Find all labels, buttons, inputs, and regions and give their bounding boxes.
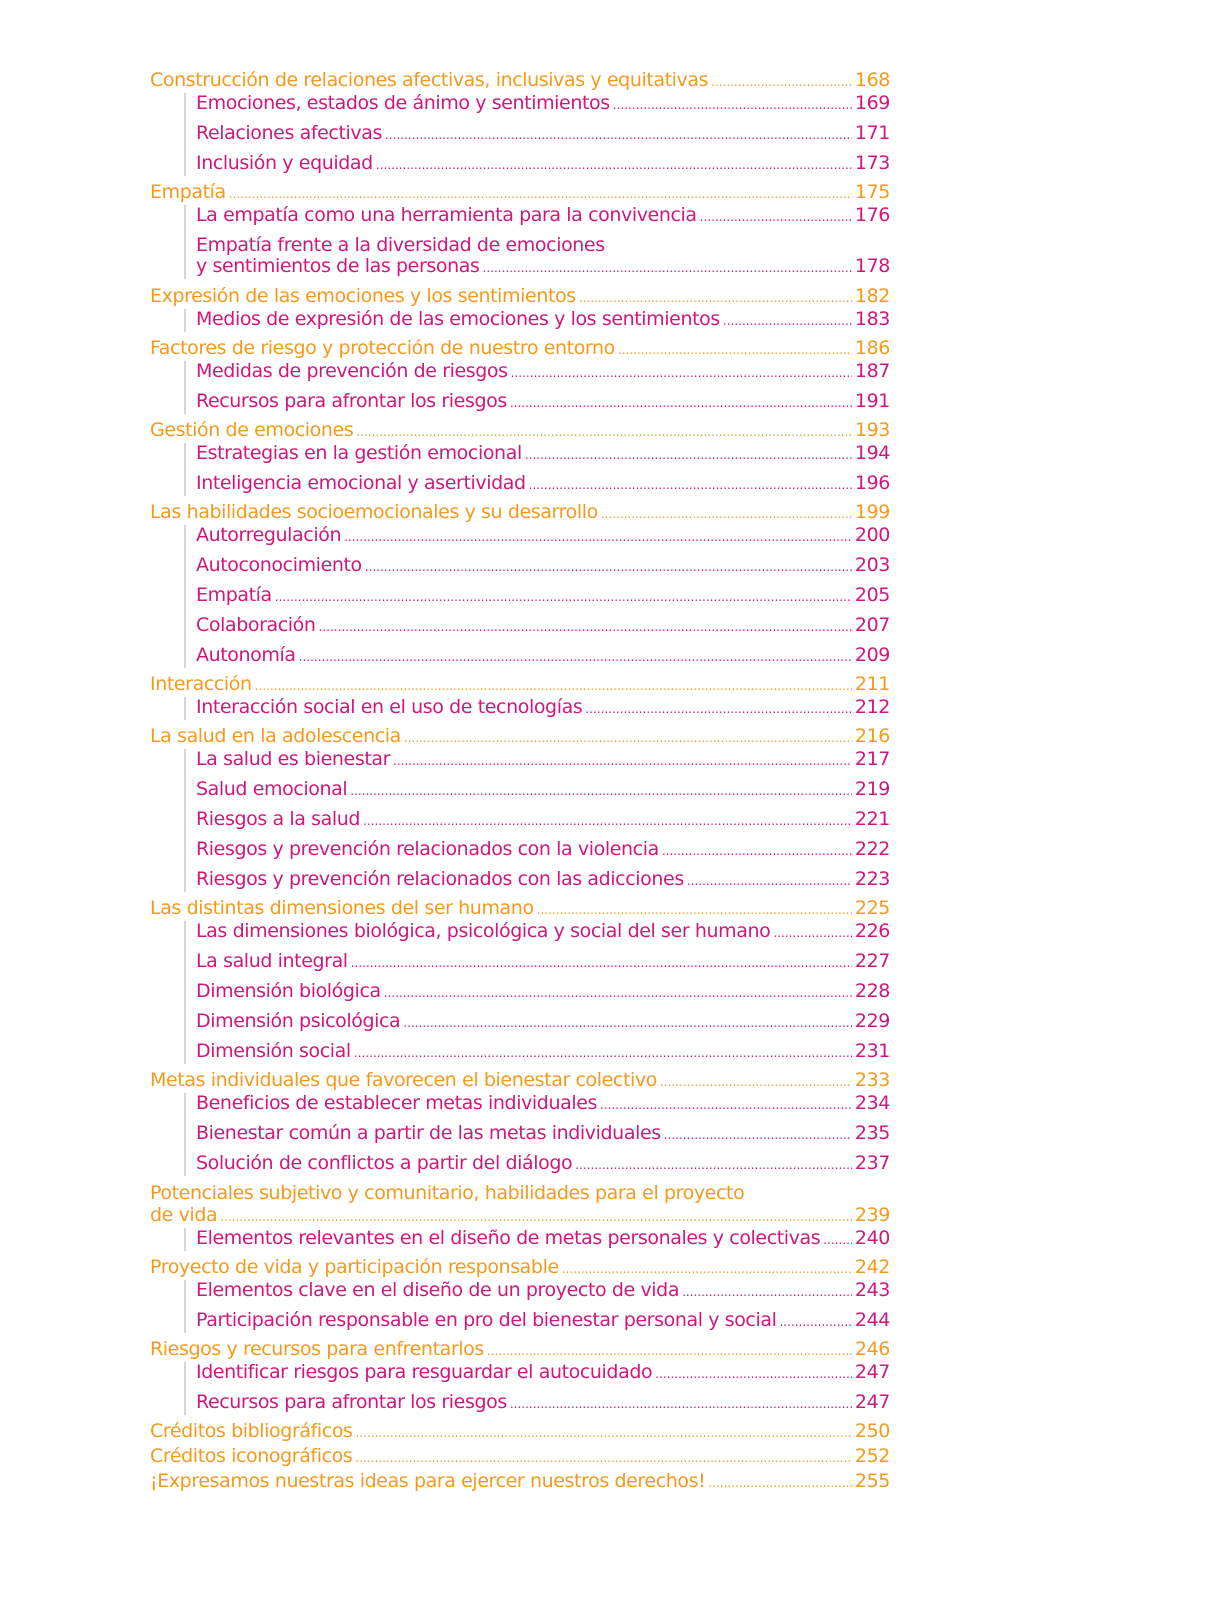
toc-section-entry[interactable] <box>150 420 890 443</box>
toc-subsection-title: Bienestar común a partir de las metas individuales <box>196 1122 661 1144</box>
toc-subsection-multiline <box>196 235 890 279</box>
toc-subsection-entry[interactable] <box>196 309 890 332</box>
toc-subsection-list <box>184 443 890 496</box>
toc-subsection-title: La salud integral <box>196 950 348 972</box>
toc-subsection-entry[interactable] <box>196 1228 890 1251</box>
dot-leader <box>229 184 852 205</box>
toc-section-title: Empatía <box>150 181 226 203</box>
toc-subsection-entry[interactable] <box>196 1041 890 1064</box>
toc-page-number: 228 <box>854 980 890 1002</box>
toc-subsection-title: Recursos para afrontar los riesgos <box>196 1391 507 1413</box>
toc-page-number: 234 <box>854 1092 890 1114</box>
toc-subsection-entry[interactable] <box>196 869 890 892</box>
toc-section-title: Las distintas dimensiones del ser humano <box>150 897 534 919</box>
toc-subsection-entry[interactable] <box>196 123 890 146</box>
toc-subsection-entry[interactable] <box>196 153 890 176</box>
toc-section <box>150 182 890 279</box>
toc-section-title: ¡Expresamos nuestras ideas para ejercer nuestros derechos! <box>150 1470 706 1492</box>
dot-leader <box>585 699 852 720</box>
toc-subsection-entry[interactable] <box>196 1011 890 1034</box>
toc-subsection-entry[interactable] <box>196 1310 890 1333</box>
toc-page-number: 244 <box>854 1309 890 1331</box>
toc-section-entry[interactable] <box>150 1421 890 1444</box>
toc-section <box>150 726 890 892</box>
dot-leader <box>562 1259 852 1280</box>
toc-subsection-title: Emociones, estados de ánimo y sentimientos <box>196 92 610 114</box>
toc-subsection-title: Autoconocimiento <box>196 554 362 576</box>
toc-subsection-title: Salud emocional <box>196 778 348 800</box>
toc-page-number: 169 <box>854 92 890 114</box>
toc-section <box>150 420 890 496</box>
toc-section-entry[interactable] <box>150 182 890 205</box>
toc-section <box>150 1257 890 1333</box>
toc-subsection-entry[interactable] <box>196 585 890 608</box>
toc-page-number: 227 <box>854 950 890 972</box>
dot-leader <box>365 557 852 578</box>
dot-leader <box>664 1125 852 1146</box>
dot-leader <box>687 871 852 892</box>
toc-page-number: 171 <box>854 122 890 144</box>
toc-subsection-title: Riesgos a la salud <box>196 808 361 830</box>
dot-leader <box>363 811 852 832</box>
toc-section-title: de vida <box>150 1204 218 1226</box>
toc-page-number: 209 <box>854 644 890 666</box>
toc-subsection-list <box>184 749 890 892</box>
toc-section <box>150 1339 890 1415</box>
dot-leader <box>354 1043 852 1064</box>
toc-subsection-entry[interactable] <box>196 981 890 1004</box>
dot-leader <box>344 527 852 548</box>
toc-subsection-entry[interactable] <box>196 697 890 720</box>
toc-subsection-list <box>184 1280 890 1333</box>
toc-page-number: 223 <box>854 868 890 890</box>
toc-subsection-title: Inclusión y equidad <box>196 152 373 174</box>
dot-leader <box>682 1282 852 1303</box>
toc-page-number: 243 <box>854 1279 890 1301</box>
toc-page-number: 211 <box>854 673 890 695</box>
toc-page-number: 176 <box>854 204 890 226</box>
toc-section-title: Interacción <box>150 673 252 695</box>
toc-subsection-entry[interactable] <box>196 645 890 668</box>
toc-subsection-title: Empatía <box>196 584 272 606</box>
toc-page-number: 191 <box>854 390 890 412</box>
toc-page-number: 250 <box>854 1420 890 1442</box>
toc-page-number: 233 <box>854 1069 890 1091</box>
toc-section <box>150 1182 890 1251</box>
toc-subsection-title: Participación responsable en pro del bienestar personal y social <box>196 1309 777 1331</box>
dot-leader <box>384 983 852 1004</box>
toc-subsection-title: Riesgos y prevención relacionados con la violencia <box>196 838 659 860</box>
toc-section <box>150 502 890 668</box>
toc-section-title: Factores de riesgo y protección de nuestro entorno <box>150 337 615 359</box>
toc-subsection-title: La salud es bienestar <box>196 748 391 770</box>
toc-section <box>150 674 890 720</box>
toc-subsection-title: Elementos relevantes en el diseño de metas personales y colectivas <box>196 1227 821 1249</box>
toc-subsection-entry[interactable] <box>196 443 890 466</box>
toc-section-entry[interactable] <box>150 502 890 525</box>
toc-section-title: Las habilidades socioemocionales y su desarrollo <box>150 501 598 523</box>
toc-page-number: 182 <box>854 285 890 307</box>
toc-subsection-title: Riesgos y prevención relacionados con las adicciones <box>196 868 684 890</box>
dot-leader <box>356 422 852 443</box>
toc-subsection-list <box>184 1093 890 1176</box>
dot-leader <box>618 340 852 361</box>
dot-leader <box>351 953 852 974</box>
toc-subsection-list <box>184 93 890 176</box>
dot-leader <box>537 900 852 921</box>
toc-subsection-title: Dimensión biológica <box>196 980 381 1002</box>
toc-subsection-entry[interactable] <box>196 361 890 384</box>
dot-leader <box>510 393 852 414</box>
toc-subsection-title: Las dimensiones biológica, psicológica y social del ser humano <box>196 920 771 942</box>
dot-leader <box>529 475 852 496</box>
toc-section-title: Créditos bibliográficos <box>150 1420 353 1442</box>
dot-leader <box>319 617 852 638</box>
toc-page-number: 247 <box>854 1391 890 1413</box>
toc-page-number: 237 <box>854 1152 890 1174</box>
toc-page-number: 193 <box>854 419 890 441</box>
dot-leader <box>723 311 852 332</box>
toc-page-number: 222 <box>854 838 890 860</box>
toc-page-number: 196 <box>854 472 890 494</box>
toc-subsection-title: Estrategias en la gestión emocional <box>196 442 522 464</box>
dot-leader <box>350 781 852 802</box>
toc-subsection-entry[interactable] <box>196 749 890 772</box>
toc-subsection-title: La empatía como una herramienta para la convivencia <box>196 204 697 226</box>
toc-subsection-title: Elementos clave en el diseño de un proyecto de vida <box>196 1279 680 1301</box>
toc-subsection-entry[interactable] <box>196 205 890 228</box>
dot-leader <box>487 1341 852 1362</box>
toc-subsection-entry[interactable] <box>196 93 890 116</box>
dot-leader <box>779 1312 851 1333</box>
toc-section-title: Metas individuales que favorecen el bienestar colectivo <box>150 1069 657 1091</box>
toc-subsection-title: Autonomía <box>196 644 296 666</box>
toc-section-title: Proyecto de vida y participación responsable <box>150 1256 559 1278</box>
toc-page-number: 187 <box>854 360 890 382</box>
dot-leader <box>700 207 852 228</box>
toc-subsection-title: Colaboración <box>196 614 316 636</box>
toc-page-number: 240 <box>854 1227 890 1249</box>
toc-section-entry[interactable] <box>150 1339 890 1362</box>
dot-leader <box>660 1072 852 1093</box>
toc-subsection-list <box>184 205 890 279</box>
toc-subsection-entry[interactable] <box>196 839 890 862</box>
toc-subsection-entry[interactable] <box>196 779 890 802</box>
toc-page-number: 246 <box>854 1338 890 1360</box>
toc-page-number: 205 <box>854 584 890 606</box>
dot-leader <box>601 504 852 525</box>
toc-subsection-entry[interactable] <box>196 256 890 279</box>
dot-leader <box>711 72 852 93</box>
toc-page-number: 199 <box>854 501 890 523</box>
toc-page-number: 178 <box>854 255 890 277</box>
toc-section-entry[interactable] <box>150 1471 890 1494</box>
toc-subsection-list <box>184 1362 890 1415</box>
toc-subsection-title: Relaciones afectivas <box>196 122 382 144</box>
toc-page-number: 225 <box>854 897 890 919</box>
toc-subsection-title: Identificar riesgos para resguardar el autocuidado <box>196 1361 653 1383</box>
table-of-contents <box>150 70 890 1496</box>
dot-leader <box>393 751 852 772</box>
toc-subsection-title: Dimensión psicológica <box>196 1010 401 1032</box>
toc-section-entry[interactable] <box>150 1257 890 1280</box>
toc-section <box>150 70 890 176</box>
toc-subsection-title: Autorregulación <box>196 524 342 546</box>
toc-subsection-title: Recursos para afrontar los riesgos <box>196 390 507 412</box>
toc-section-entry[interactable] <box>150 898 890 921</box>
toc-section-entry[interactable] <box>150 1070 890 1093</box>
toc-section-title: Gestión de emociones <box>150 419 354 441</box>
toc-subsection-title: Interacción social en el uso de tecnologías <box>196 696 583 718</box>
toc-subsection-entry[interactable] <box>196 1153 890 1176</box>
dot-leader <box>655 1364 852 1385</box>
toc-subsection-entry[interactable] <box>196 1362 890 1385</box>
toc-page-number: 183 <box>854 308 890 330</box>
toc-subsection-entry[interactable] <box>196 809 890 832</box>
dot-leader <box>575 1155 852 1176</box>
dot-leader <box>376 155 852 176</box>
toc-subsection-list <box>184 525 890 668</box>
dot-leader <box>385 125 852 146</box>
toc-section-title-line: Potenciales subjetivo y comunitario, habilidades para el proyecto <box>150 1182 745 1204</box>
toc-section-entry[interactable] <box>150 1205 890 1228</box>
toc-subsection-list <box>184 921 890 1064</box>
dot-leader <box>708 1473 852 1494</box>
toc-section <box>150 286 890 332</box>
toc-page-number: 235 <box>854 1122 890 1144</box>
dot-leader <box>275 587 852 608</box>
dot-leader <box>511 363 852 384</box>
toc-subsection-entry[interactable] <box>196 555 890 578</box>
toc-section-entry[interactable] <box>150 674 890 697</box>
toc-page-number: 186 <box>854 337 890 359</box>
toc-page-number: 239 <box>854 1204 890 1226</box>
dot-leader <box>823 1230 852 1251</box>
toc-page-number: 200 <box>854 524 890 546</box>
toc-page-number: 175 <box>854 181 890 203</box>
toc-subsection-entry[interactable] <box>196 1123 890 1146</box>
dot-leader <box>483 258 852 279</box>
toc-subsection-list <box>184 361 890 414</box>
toc-section-title: Riesgos y recursos para enfrentarlos <box>150 1338 484 1360</box>
toc-subsection-entry[interactable] <box>196 391 890 414</box>
toc-subsection-entry[interactable] <box>196 525 890 548</box>
toc-section-entry[interactable] <box>150 338 890 361</box>
toc-subsection-entry[interactable] <box>196 615 890 638</box>
dot-leader <box>220 1207 852 1228</box>
toc-page-number: 231 <box>854 1040 890 1062</box>
toc-section <box>150 1070 890 1176</box>
toc-page-number: 194 <box>854 442 890 464</box>
dot-leader <box>773 923 852 944</box>
toc-subsection-title: Inteligencia emocional y asertividad <box>196 472 526 494</box>
toc-page-number: 252 <box>854 1445 890 1467</box>
toc-page-number: 255 <box>854 1470 890 1492</box>
toc-page-number: 216 <box>854 725 890 747</box>
toc-final-entries <box>150 1421 890 1494</box>
toc-subsection-list <box>184 1228 890 1251</box>
toc-page-number: 219 <box>854 778 890 800</box>
dot-leader <box>510 1394 852 1415</box>
toc-page-number: 247 <box>854 1361 890 1383</box>
toc-subsection-title: Dimensión social <box>196 1040 351 1062</box>
toc-page-number: 207 <box>854 614 890 636</box>
toc-subsection-title: Beneficios de establecer metas individuales <box>196 1092 598 1114</box>
toc-subsection-entry[interactable] <box>196 1392 890 1415</box>
toc-section-entry[interactable] <box>150 286 890 309</box>
dot-leader <box>403 1013 852 1034</box>
toc-subsection-entry[interactable] <box>196 1093 890 1116</box>
toc-subsection-list <box>184 309 890 332</box>
dot-leader <box>404 728 852 749</box>
toc-page-number: 203 <box>854 554 890 576</box>
toc-subsection-entry[interactable] <box>196 473 890 496</box>
toc-subsection-title-line: Empatía frente a la diversidad de emociones <box>196 234 605 256</box>
toc-subsection-title: Medios de expresión de las emociones y los sentimientos <box>196 308 720 330</box>
toc-subsection-entry[interactable] <box>196 951 890 974</box>
toc-subsection-title: y sentimientos de las personas <box>196 255 480 277</box>
dot-leader <box>662 841 852 862</box>
dot-leader <box>299 647 852 668</box>
toc-page-number: 168 <box>854 69 890 91</box>
dot-leader <box>579 288 852 309</box>
toc-section-entry[interactable] <box>150 726 890 749</box>
toc-page-number: 173 <box>854 152 890 174</box>
toc-section <box>150 898 890 1064</box>
toc-page-number: 229 <box>854 1010 890 1032</box>
toc-page-number: 221 <box>854 808 890 830</box>
dot-leader <box>600 1095 852 1116</box>
toc-section-title: Créditos iconográficos <box>150 1445 353 1467</box>
toc-subsection-title: Solución de conflictos a partir del diálogo <box>196 1152 573 1174</box>
toc-section-title: Expresión de las emociones y los sentimientos <box>150 285 576 307</box>
toc-section-title: Construcción de relaciones afectivas, inclusivas y equitativas <box>150 69 709 91</box>
toc-subsection-entry[interactable] <box>196 921 890 944</box>
toc-page-number: 242 <box>854 1256 890 1278</box>
dot-leader <box>255 676 852 697</box>
toc-section-title: La salud en la adolescencia <box>150 725 401 747</box>
dot-leader <box>613 95 852 116</box>
toc-page-number: 217 <box>854 748 890 770</box>
toc-subsection-entry[interactable] <box>196 1280 890 1303</box>
toc-subsection-list <box>184 697 890 720</box>
dot-leader <box>355 1448 852 1469</box>
dot-leader <box>525 445 852 466</box>
toc-page-number: 212 <box>854 696 890 718</box>
toc-section-entry[interactable] <box>150 70 890 93</box>
toc-section <box>150 338 890 414</box>
toc-section-entry[interactable] <box>150 1446 890 1469</box>
dot-leader <box>356 1423 852 1444</box>
toc-subsection-title: Medidas de prevención de riesgos <box>196 360 508 382</box>
toc-page-number: 226 <box>854 920 890 942</box>
